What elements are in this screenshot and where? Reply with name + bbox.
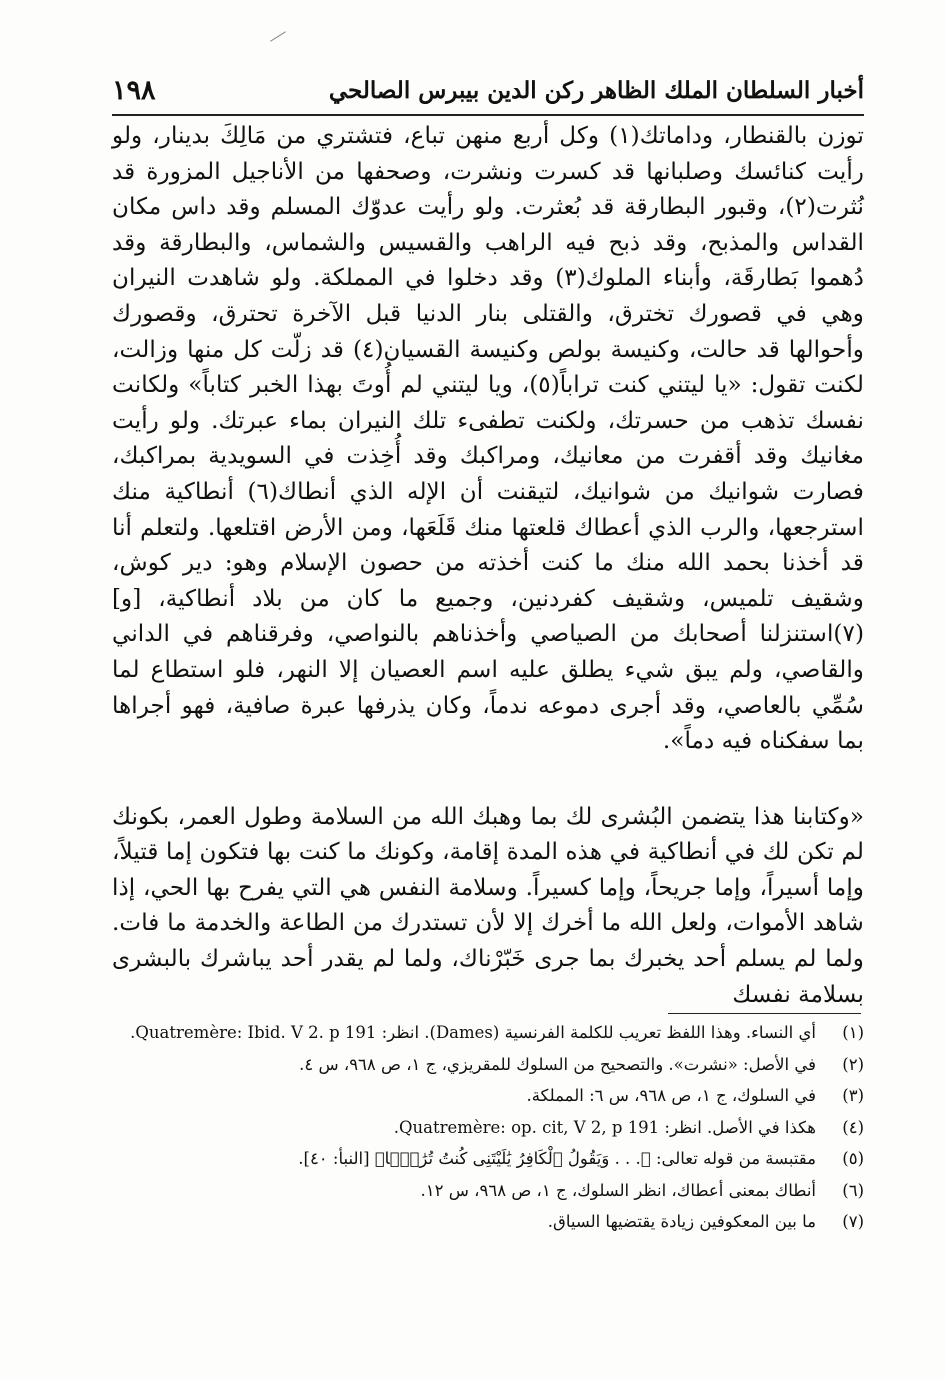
footnote <box>112 1112 864 1144</box>
footnote-number: (٣) <box>842 1086 864 1105</box>
page-number: ١٩٨ <box>112 74 156 106</box>
running-title: أخبار السلطان الملك الظاهر ركن الدين بيبرس الصالحي <box>328 76 864 104</box>
body-paragraph: «وكتابنا هذا يتضمن البُشرى لك بما وهبك الله من السلامة وطول العمر، بكونك لم تكن لك في أنطاكية في هذه المدة إقامة، وكونك ما كنت بها فتكون إما قتيلاً، وإما أسيراً، وإما جريحاً، وإما كسيراً. وسلامة النفس هي التي يفرح بها الحي، إذا شاهد الأموات، ولعل الله ما أخرك إلا لأن تستدرك من الطاعة والخدمة ما فات. ولما لم يسلم أحد يخبرك بما جرى خَبّرْناك، ولما لم يقدر أحد يباشرك بالبشرى بسلامة نفسك <box>112 802 864 1008</box>
page-header <box>112 66 864 116</box>
footnote-text: في السلوك، ج ١، ص ٩٦٨، س ٦: المملكة. <box>526 1086 816 1105</box>
footnote-text: هكذا في الأصل. انظر: Quatremère: op. cit, V 2, p 191. <box>393 1117 816 1137</box>
footnote-number: (١) <box>842 1023 864 1042</box>
footnotes <box>112 1017 864 1238</box>
footnote <box>112 1017 864 1049</box>
footnote <box>112 1080 864 1112</box>
footnote-text: أنطاك بمعنى أعطاك، انظر السلوك، ج ١، ص ٩٦٨، س ١٢. <box>420 1180 816 1200</box>
footnote-number: (٢) <box>842 1054 864 1074</box>
scan-mark <box>270 31 286 41</box>
footnote-number: (٤) <box>842 1117 864 1137</box>
footnote-text: في الأصل: «نشرت». والتصحيح من السلوك للمقريزي، ج ١، ص ٩٦٨، س ٤. <box>299 1054 816 1074</box>
footnote <box>112 1206 864 1238</box>
footnote-text: أي النساء. وهذا اللفظ تعريب للكلمة الفرنسية (Dames). انظر: Quatremère: Ibid. V 2. p 191. <box>130 1023 816 1042</box>
footnote-divider <box>668 1013 861 1014</box>
footnote-text: مقتبسة من قوله تعالى: ﴿. . . وَيَقُولُ ٱلْكَافِرُ يَٰلَيْتَنِى كُنتُ تُرَٰبًۢا﴾ [النبأ: ٤٠]. <box>298 1149 816 1168</box>
footnote-number: (٥) <box>842 1149 864 1168</box>
footnote-number: (٧) <box>842 1212 864 1231</box>
body-paragraph: توزن بالقنطار، وداماتك(١) وكل أربع منهن تباع، فتشتري من مَالِكَ بدينار، ولو رأيت كنائسك وصلبانها قد كسرت ونشرت، وصحفها من الأناجيل المزورة قد نُثرت(٢)، وقبور البطارقة قد بُعثرت. ولو رأيت عدوّك المسلم وقد داس مكان القداس والمذبح، وقد ذبح فيه الراهب والقسيس والشماس، والبطارقة وقد دُهموا بَطارقَة، وأبناء الملوك(٣) وقد دخلوا في المملكة. ولو شاهدت النيران وهي في قصورك تخترق، والقتلى بنار الدنيا قبل الآخرة تحترق، وقصورك وأحوالها قد حالت، وكنيسة بولص وكنيسة القسيان(٤) قد زلّت كل منها وزالت، لكنت تقول: «يا ليتني كنت تراباً(٥)، ويا ليتني لم أُوتَ بهذا الخبر كتاباً» ولكانت نفسك تذهب من حسرتك، ولكنت تطفىء تلك النيران بماء عبرتك. ولو رأيت مغانيك وقد أقفرت من معانيك، ومراكبك وقد أُخِذت في السويدية بمراكبك، فصارت شوانيك من شوانيك، لتيقنت أن الإله الذي أنطاك(٦) أنطاكية منك استرجعها، والرب الذي أعطاك قلعتها منك قَلَعَها، ومن الأرض اقتلعها. ولتعلم أنا قد أخذنا بحمد الله منك ما كنت أخذته من حصون الإسلام وهو: دير كوش، وشقيف تلميس، وشقيف كفردنين، وجميع ما كان من بلاد أنطاكية، [و](٧)استنزلنا أصحابك من الصياصي وأخذناهم بالنواصي، وفرقناهم في الداني والقاصي، ولم يبق شيء يطلق عليه اسم العصيان إلا النهر، فلو استطاع لما سُمِّي بالعاصي، وقد أجرى دموعه ندماً، وكان يذرفها عبرة صافية، فهو أجراها بما سفكناه فيه دماً». <box>112 122 865 755</box>
main-text <box>112 118 864 1012</box>
footnote-text: ما بين المعكوفين زيادة يقتضيها السياق. <box>547 1212 816 1231</box>
footnote <box>112 1143 864 1175</box>
footnote-number: (٦) <box>842 1180 864 1200</box>
footnote <box>112 1049 864 1081</box>
footnote <box>112 1175 864 1207</box>
